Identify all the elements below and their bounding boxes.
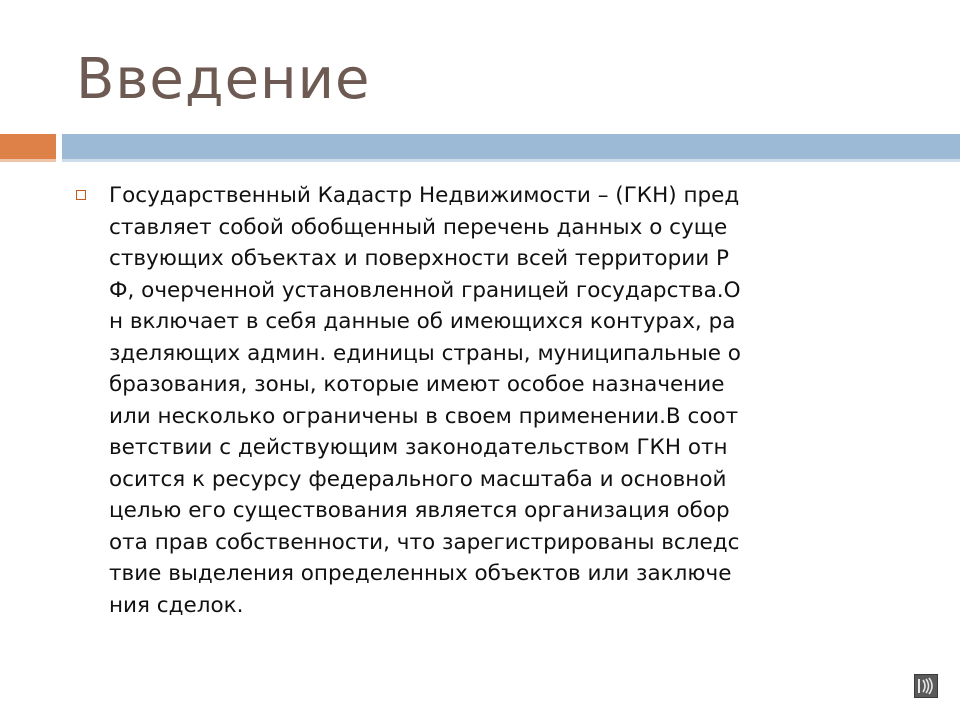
bullet-line: твие выделения определенных объектов или заключе <box>109 561 732 586</box>
bullet-line: осится к ресурсу федерального масштаба и основной <box>109 466 727 492</box>
bullet-line: ота прав собственности, что зарегистрированы вследс <box>109 529 740 555</box>
bullet-item <box>76 180 886 621</box>
slide-title: Введение <box>76 47 371 112</box>
sound-button[interactable] <box>914 674 938 698</box>
bullet-line: зделяющих админ. единицы страны, муниципальные о <box>109 340 741 366</box>
bullet-line: н включает в себя данные об имеющихся контурах, ра <box>109 309 736 334</box>
bullet-line: ния сделок. <box>109 592 244 618</box>
accent-bar-orange <box>0 134 56 162</box>
sound-icon <box>915 675 937 697</box>
bullet-line: ставляет собой обобщенный перечень данных о суще <box>109 214 728 240</box>
bullet-line: ветствии с действующим законодательством ГКН отн <box>109 435 728 460</box>
bullet-line: или несколько ограничены в своем применении.В соот <box>109 403 739 429</box>
slide-content <box>76 180 886 621</box>
bullet-line: целью его существования является организация обор <box>109 498 730 523</box>
bullet-text <box>109 180 741 621</box>
bullet-line: бразования, зоны, которые имеют особое назначение <box>109 372 725 397</box>
accent-bar-blue <box>62 134 960 162</box>
bullet-line: Ф, очерченной установленной границей государства.О <box>109 277 741 303</box>
bullet-line: ствующих объектах и поверхности всей территории Р <box>109 246 729 271</box>
bullet-line: Государственный Кадастр Недвижимости – (ГКН) пред <box>109 183 740 208</box>
square-bullet-icon <box>76 190 86 200</box>
